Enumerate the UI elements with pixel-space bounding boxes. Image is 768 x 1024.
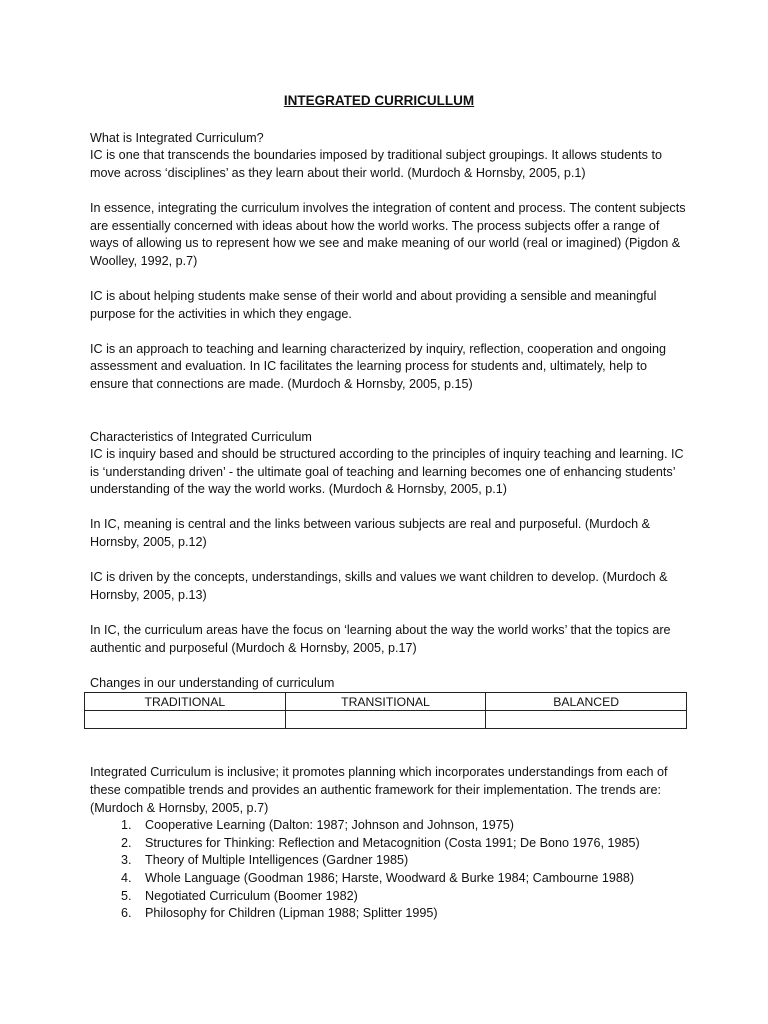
- trends-list: [90, 817, 688, 923]
- curriculum-table: [84, 692, 687, 729]
- table-cell: [486, 711, 687, 729]
- table-header-cell: TRANSITIONAL: [285, 693, 486, 711]
- table-row: [85, 711, 687, 729]
- table-header-cell: BALANCED: [486, 693, 687, 711]
- curriculum-table-section: [90, 675, 688, 730]
- list-item: 4. Whole Language (Goodman 1986; Harste, Woodward & Burke 1984; Cambourne 1988): [135, 870, 688, 888]
- list-item: 1. Cooperative Learning (Dalton: 1987; Johnson and Johnson, 1975): [135, 817, 688, 835]
- table-cell: [85, 711, 286, 729]
- paragraph: In essence, integrating the curriculum involves the integration of content and process. The content subjects are essentially concerned with ideas about how the world works. The process subjects offer a range of ways of allowing us to represent how we see and make meaning of our world (real or imagined) (Pigdon & Woolley, 1992, p.7): [90, 200, 686, 268]
- section-trends: [90, 764, 688, 922]
- paragraph: IC is an approach to teaching and learning characterized by inquiry, reflection, cooperation and ongoing assessment and evaluation. In IC facilitates the learning process for students and, ultimately, help to ensure that connections are made. (Murdoch & Hornsby, 2005, p.15): [90, 341, 666, 391]
- table-caption: Changes in our understanding of curriculum: [90, 675, 335, 690]
- list-item: 3. Theory of Multiple Intelligences (Gardner 1985): [135, 852, 688, 870]
- table-header-row: [85, 693, 687, 711]
- section-characteristics: [90, 429, 688, 658]
- document-title: INTEGRATED CURRICULLUM: [283, 93, 475, 108]
- list-item: 2. Structures for Thinking: Reflection and Metacognition (Costa 1991; De Bono 1976, 1985): [135, 835, 688, 853]
- paragraph: IC is inquiry based and should be structured according to the principles of inquiry teaching and learning. IC is ‘understanding driven’ - the ultimate goal of teaching and learning becomes one of enhancing students’ understanding of the way the world works. (Murdoch & Hornsby, 2005, p.1): [90, 447, 684, 497]
- paragraph: In IC, the curriculum areas have the focus on ‘learning about the way the world works’ that the topics are authentic and purposeful (Murdoch & Hornsby, 2005, p.17): [90, 623, 671, 655]
- section-what-is-ic: [90, 130, 688, 394]
- paragraph: In IC, meaning is central and the links between various subjects are real and purposeful. (Murdoch & Hornsby, 2005, p.12): [90, 517, 651, 550]
- list-item: 5. Negotiated Curriculum (Boomer 1982): [135, 888, 688, 906]
- paragraph: IC is one that transcends the boundaries imposed by traditional subject groupings. It allows students to move across ‘disciplines’ as they learn about their world. (Murdoch & Hornsby, 2005, p.1): [90, 148, 662, 180]
- list-item: 6. Philosophy for Children (Lipman 1988; Splitter 1995): [135, 905, 688, 923]
- paragraph: IC is driven by the concepts, understandings, skills and values we want children to develop. (Murdoch & Hornsby, 2005, p.13): [90, 570, 668, 602]
- section-heading: What is Integrated Curriculum?: [90, 130, 264, 145]
- paragraph: Integrated Curriculum is inclusive; it promotes planning which incorporates understandings from each of these compatible trends and provides an authentic framework for their implementation. The trends are: (Murdoch & Hornsby, 2005, p.7): [90, 765, 668, 815]
- table-header-cell: TRADITIONAL: [85, 693, 286, 711]
- table-cell: [285, 711, 486, 729]
- section-heading: Characteristics of Integrated Curriculum: [90, 429, 312, 444]
- paragraph: IC is about helping students make sense of their world and about providing a sensible and meaningful purpose for the activities in which they engage.: [90, 288, 657, 321]
